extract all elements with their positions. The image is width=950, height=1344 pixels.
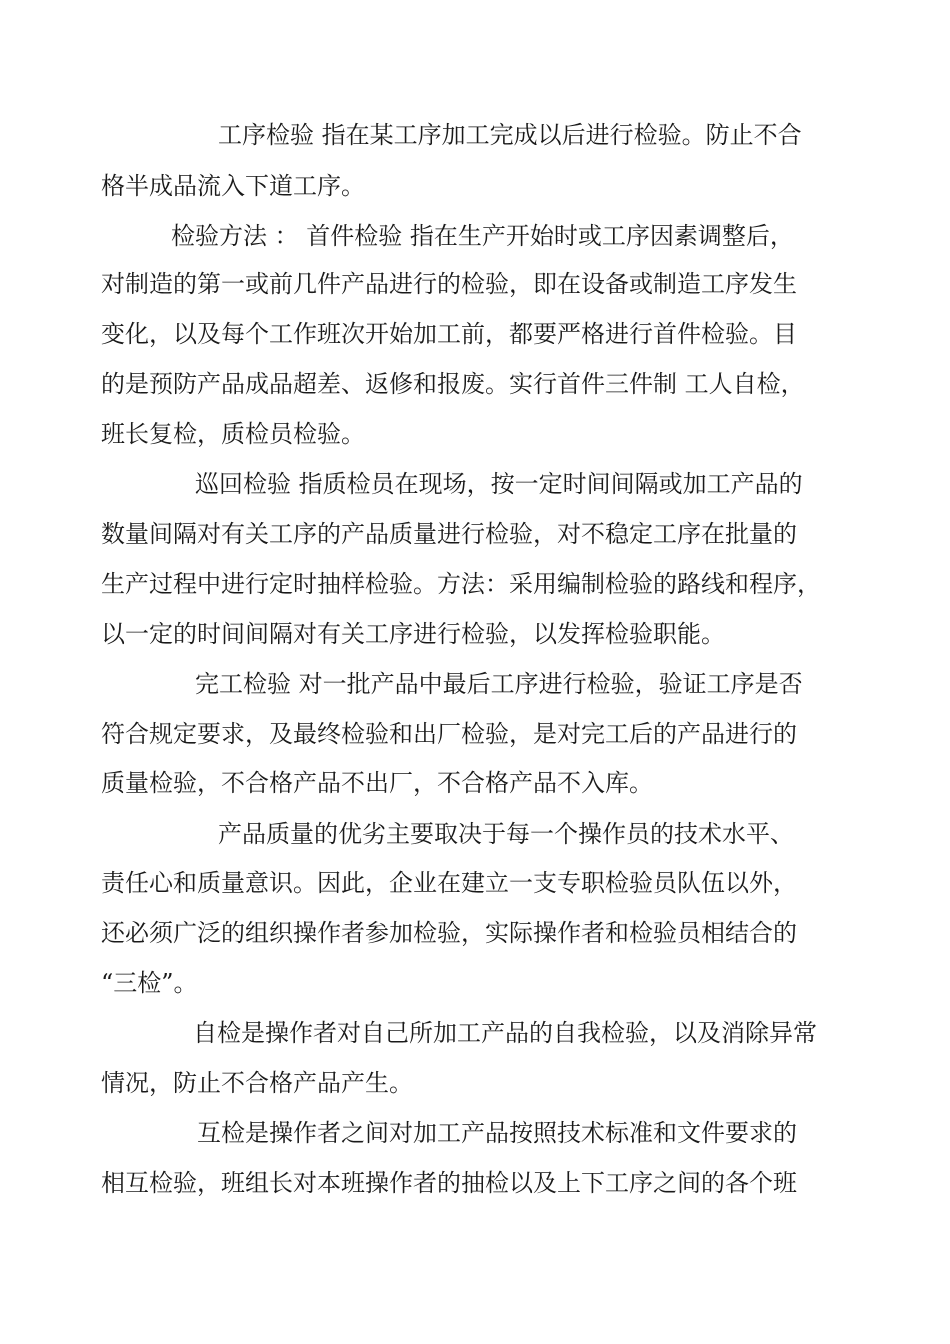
text-line: 巡回检验 指质检员在现场，按一定时间间隔或加工产品的	[195, 470, 803, 498]
text-line: 对制造的第一或前几件产品进行的检验，即在设备或制造工序发生	[101, 270, 797, 298]
text-line: 生产过程中进行定时抽样检验。方法：采用编制检验的路线和程序，	[101, 570, 821, 598]
text-line: 相互检验，班组长对本班操作者的抽检以及上下工序之间的各个班	[101, 1169, 797, 1197]
text-line: 自检是操作者对自己所加工产品的自我检验，以及消除异常	[193, 1019, 817, 1047]
text-line: “三检”。	[101, 969, 198, 997]
text-line: 数量间隔对有关工序的产品质量进行检验，对不稳定工序在批量的	[101, 520, 797, 548]
text-line: 以一定的时间间隔对有关工序进行检验，以发挥检验职能。	[101, 620, 725, 648]
text-line: 产品质量的优劣主要取决于每一个操作员的技术水平、	[218, 820, 794, 848]
text-line: 还必须广泛的组织操作者参加检验，实际操作者和检验员相结合的	[101, 919, 797, 947]
text-line: 质量检验，不合格产品不出厂，不合格产品不入库。	[101, 769, 653, 797]
text-line: 的是预防产品成品超差、返修和报废。实行首件三件制 工人自检，	[101, 370, 805, 398]
text-line: 班长复检，质检员检验。	[101, 420, 365, 448]
text-line: 符合规定要求，及最终检验和出厂检验，是对完工后的产品进行的	[101, 720, 797, 748]
text-line: 变化，以及每个工作班次开始加工前，都要严格进行首件检验。目	[101, 320, 797, 348]
text-line: 检验方法 ： 首件检验 指在生产开始时或工序因素调整后，	[171, 222, 794, 250]
text-line: 互检是操作者之间对加工产品按照技术标准和文件要求的	[197, 1119, 797, 1147]
text-line: 情况，防止不合格产品产生。	[101, 1069, 413, 1097]
text-line: 工序检验 指在某工序加工完成以后进行检验。防止不合	[218, 121, 802, 149]
text-line: 完工检验 对一批产品中最后工序进行检验，验证工序是否	[195, 670, 803, 698]
text-line: 格半成品流入下道工序。	[101, 172, 365, 200]
text-line: 责任心和质量意识。因此，企业在建立一支专职检验员队伍以外，	[101, 869, 797, 897]
